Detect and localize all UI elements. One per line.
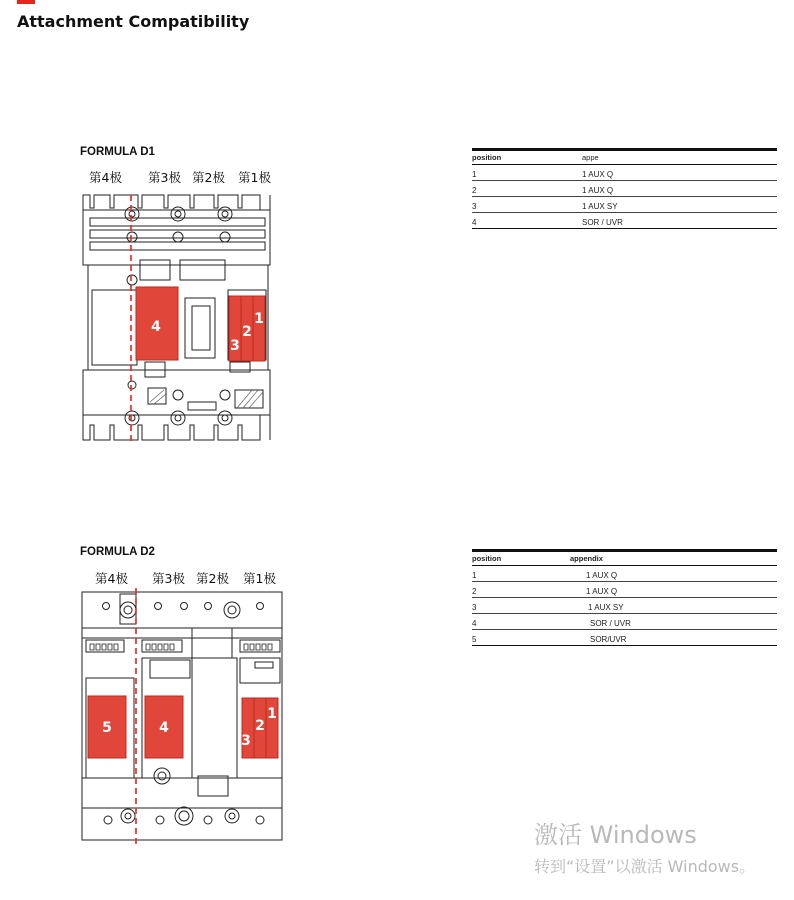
d2-compat-table [472, 549, 777, 646]
d1-pole-4: 第4极 [89, 170, 122, 185]
watermark-line-1: 激活 Windows [534, 821, 697, 849]
accent-bar [17, 0, 35, 4]
page-title: Attachment Compatibility [17, 12, 250, 31]
d1-pole-2: 第2极 [192, 170, 225, 185]
d2-row-3-appendix: 1 AUX SY [570, 598, 777, 614]
d1-header-appendix: appe [582, 150, 777, 165]
d2-header-position: position [472, 551, 570, 566]
activation-watermark [534, 815, 755, 877]
d2-row-3-position: 3 [472, 598, 570, 614]
formula-d2-diagram [80, 588, 286, 846]
d2-slot-label-5: 5 [102, 720, 112, 736]
d1-pole-3: 第3极 [148, 170, 181, 185]
table-row [472, 213, 777, 229]
d2-row-1-position: 1 [472, 566, 570, 582]
d2-slot-label-1: 1 [267, 706, 277, 722]
formula-d2-title: FORMULA D2 [80, 546, 155, 558]
d2-row-4-appendix: SOR / UVR [570, 614, 777, 630]
table-row [472, 582, 777, 598]
d1-slot-label-3: 3 [230, 338, 240, 354]
d2-slot-label-3: 3 [241, 733, 251, 749]
d2-pole-4: 第4极 [95, 571, 128, 586]
formula-d1-title: FORMULA D1 [80, 146, 155, 158]
d2-row-5-appendix: SOR/UVR [570, 630, 777, 646]
d2-row-2-position: 2 [472, 582, 570, 598]
watermark-line-2: 转到“设置”以激活 Windows。 [534, 857, 756, 876]
table-row [472, 614, 777, 630]
d1-row-1-appendix: 1 AUX Q [582, 165, 777, 181]
table-row [472, 598, 777, 614]
d2-slot-label-2: 2 [255, 718, 265, 734]
d1-row-2-appendix: 1 AUX Q [582, 181, 777, 197]
d1-slot-label-2: 2 [242, 324, 252, 340]
d1-slot-label-1: 1 [254, 311, 264, 327]
d2-pole-2: 第2极 [196, 571, 229, 586]
d2-pole-3: 第3极 [152, 571, 185, 586]
d2-slot-3 [242, 698, 254, 758]
d2-row-5-position: 5 [472, 630, 570, 646]
d2-header-appendix: appendix [570, 551, 777, 566]
table-row [472, 197, 777, 213]
table-row [472, 566, 777, 582]
d1-row-1-position: 1 [472, 165, 582, 181]
d1-header-position: position [472, 150, 582, 165]
d1-slot-1 [253, 296, 265, 361]
d1-slot-label-4: 4 [151, 319, 161, 335]
d2-row-2-appendix: 1 AUX Q [570, 582, 777, 598]
d1-row-3-appendix: 1 AUX SY [582, 197, 777, 213]
d2-row-1-appendix: 1 AUX Q [570, 566, 777, 582]
table-row [472, 630, 777, 646]
d1-compat-table [472, 148, 777, 229]
d2-pole-1: 第1极 [243, 571, 276, 586]
d2-row-4-position: 4 [472, 614, 570, 630]
d1-row-4-position: 4 [472, 213, 582, 229]
table-row [472, 165, 777, 181]
d1-row-3-position: 3 [472, 197, 582, 213]
d1-row-2-position: 2 [472, 181, 582, 197]
formula-d1-diagram [80, 190, 280, 445]
d2-slot-label-4: 4 [159, 720, 169, 736]
d1-pole-1: 第1极 [238, 170, 271, 185]
d1-row-4-appendix: SOR / UVR [582, 213, 777, 229]
table-row [472, 181, 777, 197]
